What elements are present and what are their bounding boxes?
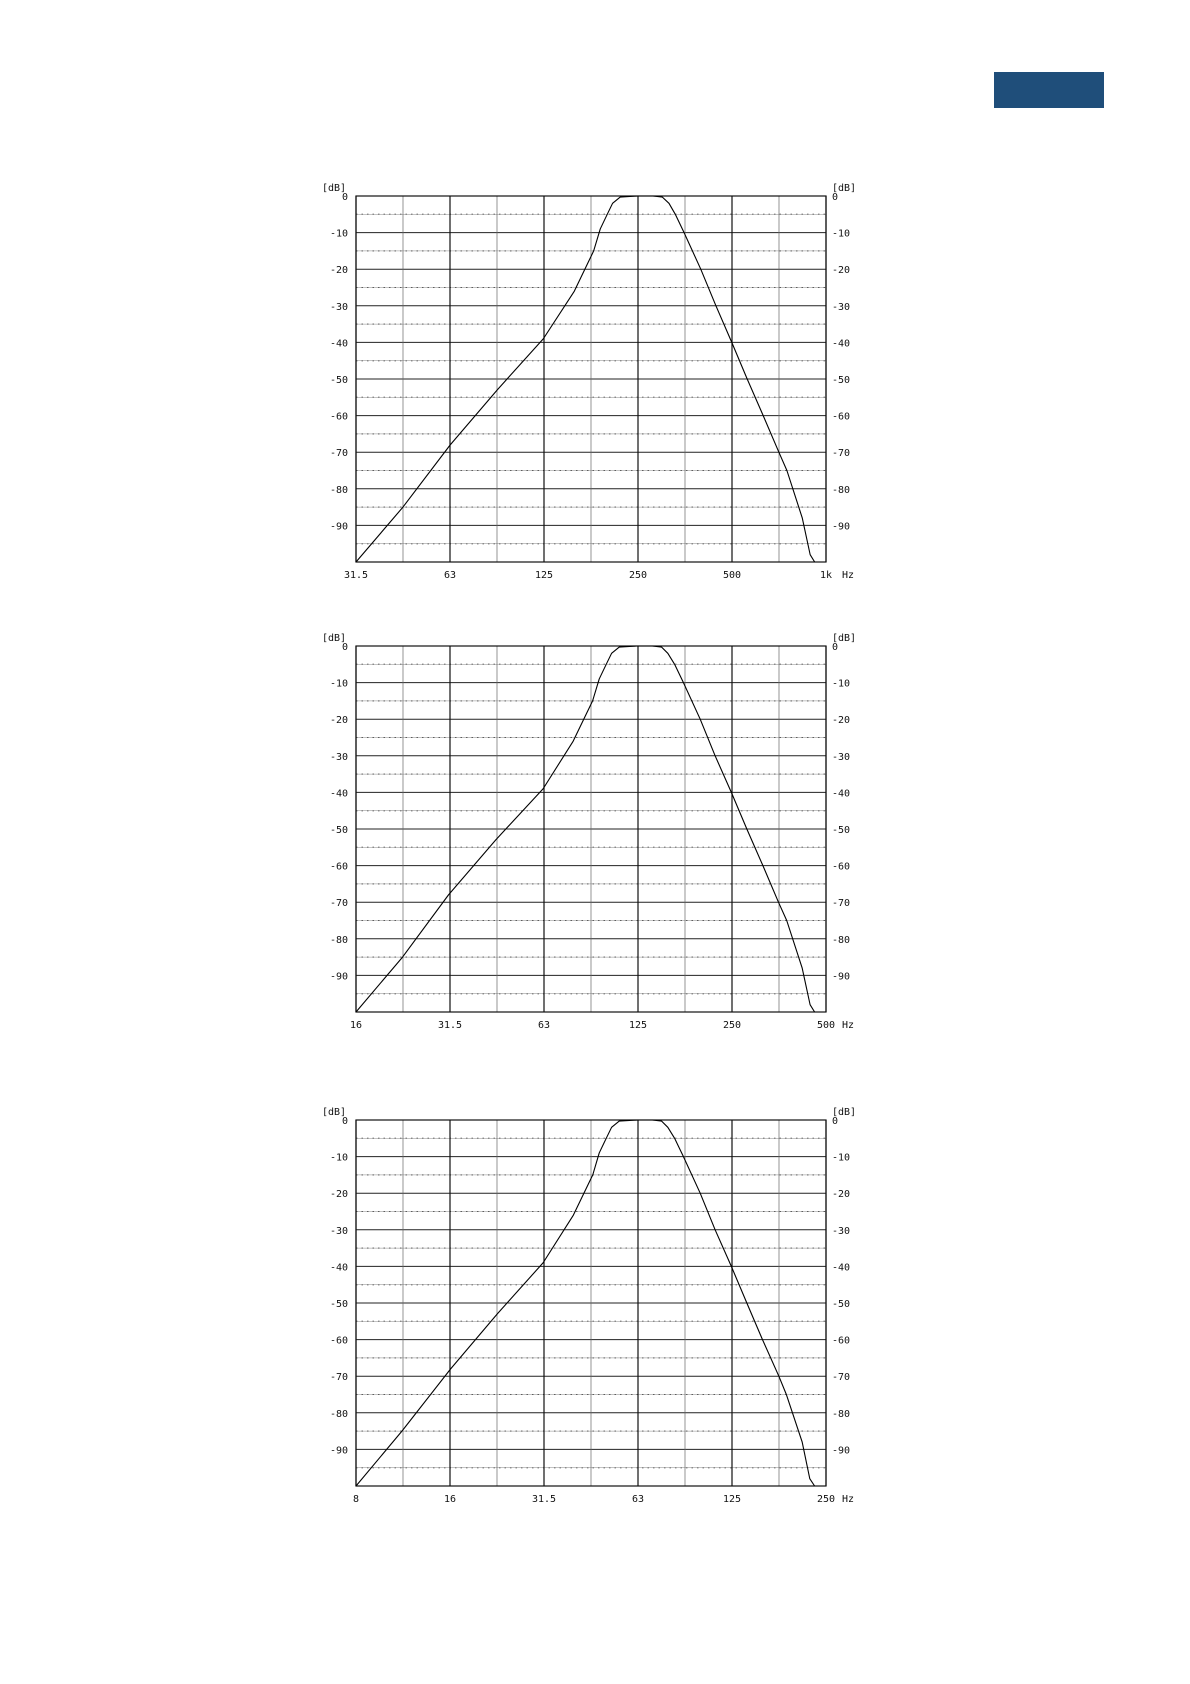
y-tick-label-right: -30 (832, 751, 851, 763)
chart-2-svg (320, 620, 880, 1050)
y-tick-label-right: -80 (832, 1408, 851, 1420)
y-tick-label-right: -40 (832, 338, 851, 350)
y-tick-label-right: -70 (832, 898, 851, 910)
y-tick-label-left: -30 (329, 751, 348, 763)
x-tick-label: 31.5 (437, 1020, 463, 1031)
y-tick-label-right: -70 (832, 448, 851, 460)
y-tick-label-left: 0 (341, 192, 348, 203)
y-tick-label-left: -60 (329, 411, 348, 423)
y-tick-label-left: -20 (329, 265, 348, 277)
y-tick-label-left: -10 (329, 1152, 348, 1164)
y-tick-label-left: -40 (329, 1262, 348, 1274)
y-tick-label-right: -90 (832, 971, 851, 983)
y-tick-label-right: -40 (832, 788, 851, 800)
y-tick-label-right: -60 (832, 861, 851, 873)
x-unit-label: Hz (841, 1020, 855, 1031)
y-tick-label-right: -80 (832, 484, 851, 496)
y-tick-label-left: -60 (329, 861, 348, 873)
x-tick-label: 125 (722, 1494, 742, 1505)
chart-3-svg (320, 1094, 880, 1524)
x-tick-label: 31.5 (343, 570, 369, 581)
y-tick-label-left: -70 (329, 448, 348, 460)
y-tick-label-left: -70 (329, 1372, 348, 1384)
x-tick-label: 125 (534, 570, 554, 581)
y-tick-label-right: -80 (832, 934, 851, 946)
y-tick-label-left: -50 (329, 375, 348, 386)
y-tick-label-left: -40 (329, 338, 348, 350)
y-tick-label-left: -10 (329, 678, 348, 690)
y-tick-label-right: -50 (832, 375, 851, 386)
x-tick-label: 1k (819, 570, 833, 581)
x-tick-label: 31.5 (531, 1494, 557, 1505)
y-tick-label-right: -10 (832, 678, 851, 690)
y-tick-label-right: -60 (832, 1335, 851, 1347)
y-tick-label-right: -30 (832, 301, 851, 313)
y-tick-label-left: -90 (329, 971, 348, 983)
x-tick-label: 125 (628, 1020, 648, 1031)
y-tick-label-left: -80 (329, 1408, 348, 1420)
x-tick-label: 250 (628, 570, 648, 581)
x-tick-label: 250 (722, 1020, 742, 1031)
y-tick-label-right: 0 (832, 192, 839, 203)
y-tick-label-left: -80 (329, 484, 348, 496)
y-tick-label-right: -60 (832, 411, 851, 423)
y-tick-label-right: -40 (832, 1262, 851, 1274)
y-tick-label-right: -70 (832, 1372, 851, 1384)
x-tick-label: 63 (631, 1494, 645, 1505)
y-tick-label-left: -50 (329, 1299, 348, 1310)
x-tick-label: 500 (816, 1020, 836, 1031)
x-tick-label: 63 (537, 1020, 551, 1031)
y-tick-label-right: 0 (832, 1116, 839, 1127)
filter-response-chart-1 (320, 170, 880, 600)
x-tick-label: 8 (352, 1494, 360, 1505)
y-tick-label-left: 0 (341, 642, 348, 653)
y-tick-label-left: -10 (329, 228, 348, 240)
y-tick-label-left: -80 (329, 934, 348, 946)
y-tick-label-right: -20 (832, 715, 851, 727)
x-tick-label: 500 (722, 570, 742, 581)
y-unit-left: [dB] (322, 633, 347, 644)
y-tick-label-right: -90 (832, 521, 851, 533)
x-tick-label: 250 (816, 1494, 836, 1505)
x-tick-label: 16 (349, 1020, 363, 1031)
y-tick-label-left: -20 (329, 715, 348, 727)
y-tick-label-left: -90 (329, 1445, 348, 1457)
y-tick-label-right: -20 (832, 1189, 851, 1201)
y-tick-label-right: -50 (832, 1299, 851, 1310)
y-tick-label-right: -90 (832, 1445, 851, 1457)
y-tick-label-left: -20 (329, 1189, 348, 1201)
x-unit-label: Hz (841, 1494, 855, 1505)
y-tick-label-left: -30 (329, 301, 348, 313)
y-tick-label-right: -10 (832, 228, 851, 240)
y-tick-label-left: 0 (341, 1116, 348, 1127)
filter-response-chart-3 (320, 1094, 880, 1524)
y-tick-label-left: -40 (329, 788, 348, 800)
y-tick-label-left: -50 (329, 825, 348, 836)
x-tick-label: 63 (443, 570, 457, 581)
y-unit-right: [dB] (832, 183, 857, 194)
y-tick-label-right: -10 (832, 1152, 851, 1164)
y-tick-label-right: -30 (832, 1225, 851, 1237)
header-accent-bar (994, 72, 1104, 108)
y-tick-label-left: -90 (329, 521, 348, 533)
filter-response-chart-2 (320, 620, 880, 1050)
y-unit-left: [dB] (322, 1107, 347, 1118)
chart-1-svg (320, 170, 880, 600)
y-unit-left: [dB] (322, 183, 347, 194)
x-tick-label: 16 (443, 1494, 457, 1505)
y-tick-label-left: -30 (329, 1225, 348, 1237)
y-tick-label-right: -20 (832, 265, 851, 277)
x-unit-label: Hz (841, 570, 855, 581)
y-tick-label-right: 0 (832, 642, 839, 653)
y-unit-right: [dB] (832, 1107, 857, 1118)
y-unit-right: [dB] (832, 633, 857, 644)
y-tick-label-right: -50 (832, 825, 851, 836)
y-tick-label-left: -70 (329, 898, 348, 910)
y-tick-label-left: -60 (329, 1335, 348, 1347)
